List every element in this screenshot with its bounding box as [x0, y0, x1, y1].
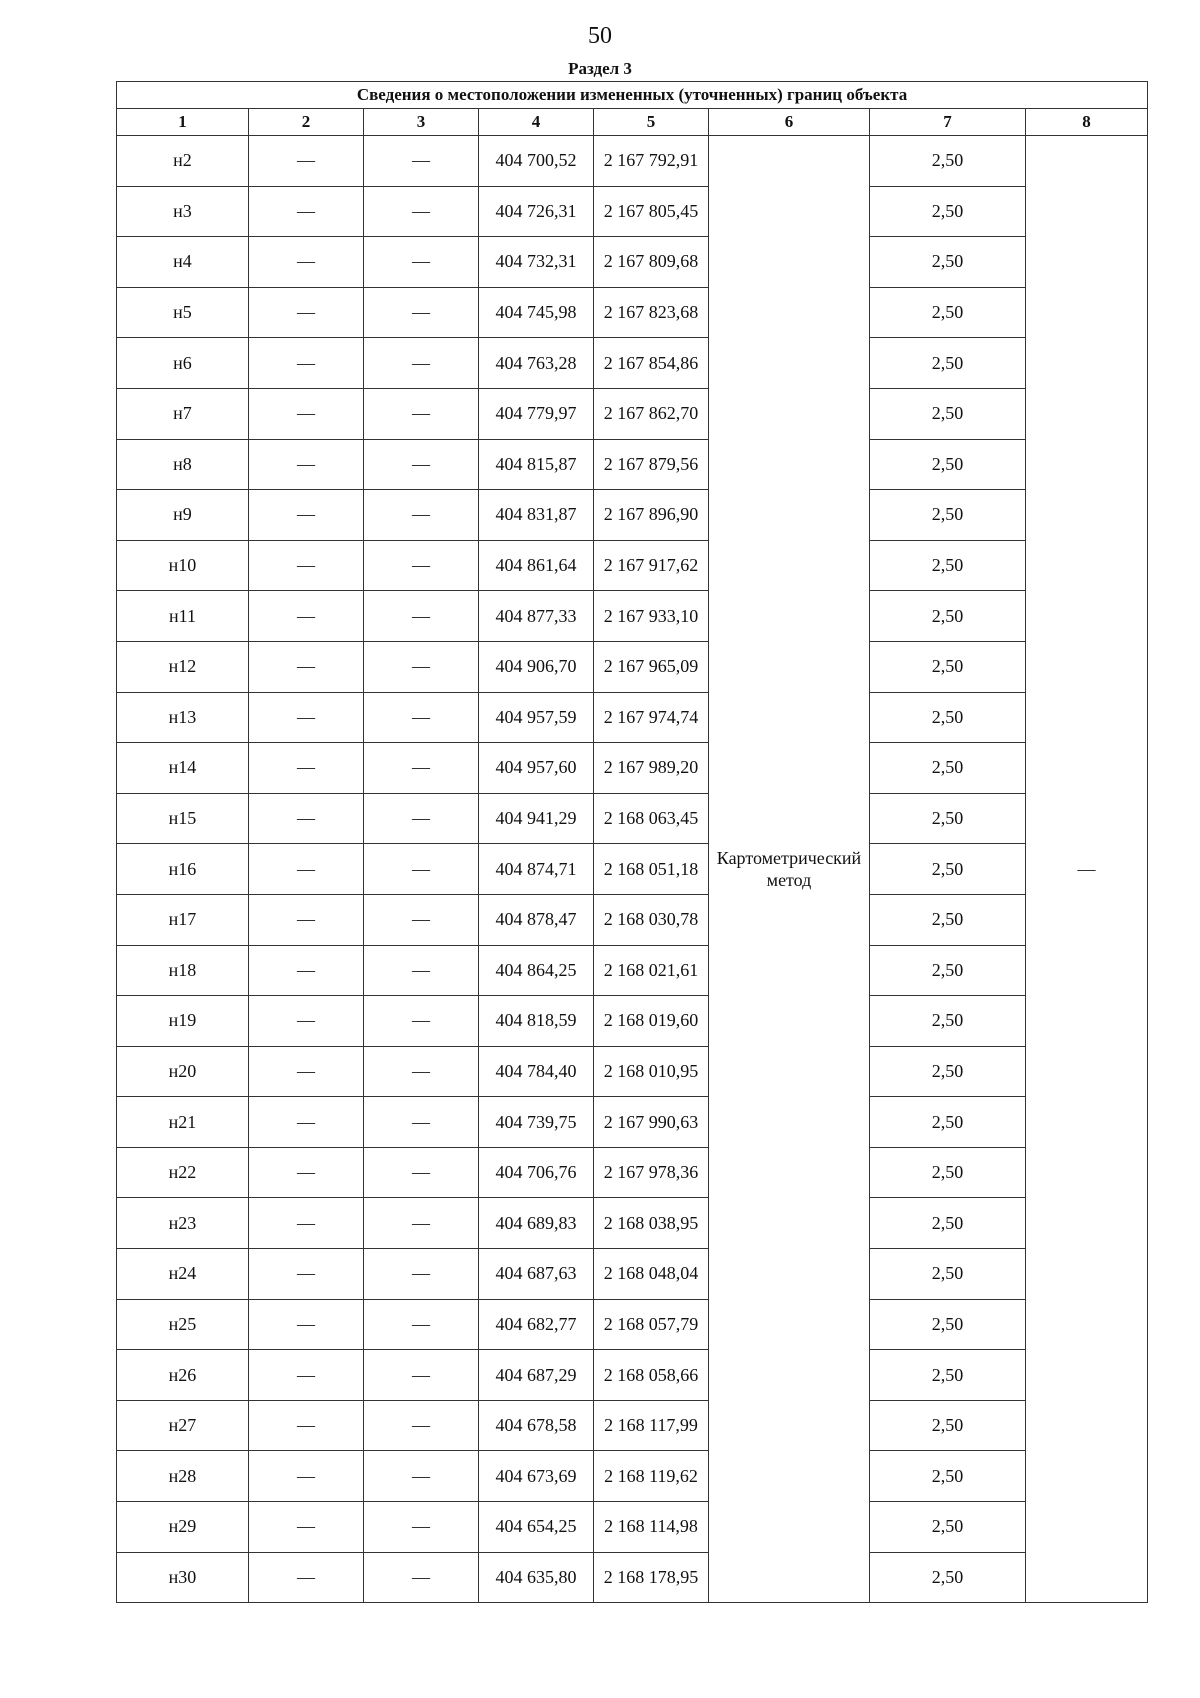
table-row [117, 641, 1148, 692]
col2-cell: — [249, 1552, 364, 1603]
col2-cell: — [249, 1249, 364, 1300]
col2-cell: — [249, 945, 364, 996]
x-coordinate-cell: 404 678,58 [479, 1400, 594, 1451]
col3-cell: — [364, 1097, 479, 1148]
col3-cell: — [364, 692, 479, 743]
table-row [117, 1249, 1148, 1300]
accuracy-cell: 2,50 [870, 692, 1026, 743]
point-cell: н30 [117, 1552, 249, 1603]
col2-cell: — [249, 1502, 364, 1553]
accuracy-cell: 2,50 [870, 338, 1026, 389]
y-coordinate-cell: 2 168 021,61 [594, 945, 709, 996]
table-row [117, 692, 1148, 743]
col3-cell: — [364, 1552, 479, 1603]
col2-cell: — [249, 996, 364, 1047]
col3-cell: — [364, 540, 479, 591]
col3-cell: — [364, 388, 479, 439]
x-coordinate-cell: 404 874,71 [479, 844, 594, 895]
col2-cell: — [249, 186, 364, 237]
table-row [117, 1502, 1148, 1553]
column-number-header: 1 [117, 109, 249, 136]
col2-cell: — [249, 439, 364, 490]
y-coordinate-cell: 2 168 030,78 [594, 894, 709, 945]
col3-cell: — [364, 338, 479, 389]
col3-cell: — [364, 591, 479, 642]
y-coordinate-cell: 2 168 010,95 [594, 1046, 709, 1097]
col3-cell: — [364, 490, 479, 541]
col3-cell: — [364, 1451, 479, 1502]
x-coordinate-cell: 404 864,25 [479, 945, 594, 996]
col3-cell: — [364, 1400, 479, 1451]
accuracy-cell: 2,50 [870, 1502, 1026, 1553]
table-row [117, 945, 1148, 996]
x-coordinate-cell: 404 687,63 [479, 1249, 594, 1300]
col3-cell: — [364, 844, 479, 895]
point-cell: н20 [117, 1046, 249, 1097]
col3-cell: — [364, 1299, 479, 1350]
y-coordinate-cell: 2 167 805,45 [594, 186, 709, 237]
x-coordinate-cell: 404 732,31 [479, 237, 594, 288]
accuracy-cell: 2,50 [870, 490, 1026, 541]
table-row [117, 1198, 1148, 1249]
table-row [117, 388, 1148, 439]
x-coordinate-cell: 404 957,60 [479, 743, 594, 794]
col2-cell: — [249, 793, 364, 844]
point-cell: н11 [117, 591, 249, 642]
point-cell: н3 [117, 186, 249, 237]
point-cell: н25 [117, 1299, 249, 1350]
y-coordinate-cell: 2 168 178,95 [594, 1552, 709, 1603]
col3-cell: — [364, 1350, 479, 1401]
x-coordinate-cell: 404 784,40 [479, 1046, 594, 1097]
y-coordinate-cell: 2 168 051,18 [594, 844, 709, 895]
accuracy-cell: 2,50 [870, 439, 1026, 490]
table-row [117, 136, 1148, 187]
y-coordinate-cell: 2 167 792,91 [594, 136, 709, 187]
point-cell: н18 [117, 945, 249, 996]
table-row [117, 439, 1148, 490]
table-row [117, 237, 1148, 288]
accuracy-cell: 2,50 [870, 1552, 1026, 1603]
column-number-header: 8 [1026, 109, 1148, 136]
col3-cell: — [364, 1502, 479, 1553]
accuracy-cell: 2,50 [870, 540, 1026, 591]
x-coordinate-cell: 404 745,98 [479, 287, 594, 338]
table-row [117, 1400, 1148, 1451]
x-coordinate-cell: 404 689,83 [479, 1198, 594, 1249]
col2-cell: — [249, 641, 364, 692]
column-number-row [117, 109, 1148, 136]
col3-cell: — [364, 996, 479, 1047]
col3-cell: — [364, 186, 479, 237]
column-number-header: 5 [594, 109, 709, 136]
col2-cell: — [249, 1400, 364, 1451]
point-cell: н2 [117, 136, 249, 187]
point-cell: н23 [117, 1198, 249, 1249]
x-coordinate-cell: 404 815,87 [479, 439, 594, 490]
x-coordinate-cell: 404 635,80 [479, 1552, 594, 1603]
x-coordinate-cell: 404 673,69 [479, 1451, 594, 1502]
table-body [117, 136, 1148, 1603]
col2-cell: — [249, 692, 364, 743]
x-coordinate-cell: 404 779,97 [479, 388, 594, 439]
point-cell: н14 [117, 743, 249, 794]
table-row [117, 844, 1148, 895]
y-coordinate-cell: 2 168 038,95 [594, 1198, 709, 1249]
x-coordinate-cell: 404 706,76 [479, 1147, 594, 1198]
y-coordinate-cell: 2 168 119,62 [594, 1451, 709, 1502]
accuracy-cell: 2,50 [870, 1299, 1026, 1350]
point-cell: н26 [117, 1350, 249, 1401]
y-coordinate-cell: 2 167 823,68 [594, 287, 709, 338]
point-cell: н4 [117, 237, 249, 288]
point-cell: н12 [117, 641, 249, 692]
point-cell: н6 [117, 338, 249, 389]
col2-cell: — [249, 287, 364, 338]
col8-cell: — [1026, 136, 1148, 1603]
col2-cell: — [249, 1451, 364, 1502]
table-row [117, 1350, 1148, 1401]
table-row [117, 743, 1148, 794]
y-coordinate-cell: 2 168 114,98 [594, 1502, 709, 1553]
col3-cell: — [364, 136, 479, 187]
point-cell: н13 [117, 692, 249, 743]
table-row [117, 338, 1148, 389]
accuracy-cell: 2,50 [870, 186, 1026, 237]
col3-cell: — [364, 439, 479, 490]
table-row [117, 1147, 1148, 1198]
accuracy-cell: 2,50 [870, 1451, 1026, 1502]
x-coordinate-cell: 404 763,28 [479, 338, 594, 389]
x-coordinate-cell: 404 687,29 [479, 1350, 594, 1401]
x-coordinate-cell: 404 700,52 [479, 136, 594, 187]
accuracy-cell: 2,50 [870, 136, 1026, 187]
y-coordinate-cell: 2 167 917,62 [594, 540, 709, 591]
table-row [117, 1097, 1148, 1148]
col2-cell: — [249, 591, 364, 642]
x-coordinate-cell: 404 878,47 [479, 894, 594, 945]
y-coordinate-cell: 2 167 879,56 [594, 439, 709, 490]
col2-cell: — [249, 1147, 364, 1198]
table-row [117, 1451, 1148, 1502]
col2-cell: — [249, 136, 364, 187]
col2-cell: — [249, 743, 364, 794]
point-cell: н16 [117, 844, 249, 895]
table-row [117, 1552, 1148, 1603]
point-cell: н21 [117, 1097, 249, 1148]
accuracy-cell: 2,50 [870, 388, 1026, 439]
y-coordinate-cell: 2 168 058,66 [594, 1350, 709, 1401]
table-row [117, 1046, 1148, 1097]
col3-cell: — [364, 1249, 479, 1300]
accuracy-cell: 2,50 [870, 591, 1026, 642]
method-cell: Картометрический метод [709, 136, 870, 1603]
col2-cell: — [249, 1198, 364, 1249]
col3-cell: — [364, 793, 479, 844]
table-row [117, 1299, 1148, 1350]
y-coordinate-cell: 2 167 896,90 [594, 490, 709, 541]
x-coordinate-cell: 404 877,33 [479, 591, 594, 642]
accuracy-cell: 2,50 [870, 1046, 1026, 1097]
accuracy-cell: 2,50 [870, 1097, 1026, 1148]
y-coordinate-cell: 2 167 989,20 [594, 743, 709, 794]
col2-cell: — [249, 844, 364, 895]
point-cell: н9 [117, 490, 249, 541]
y-coordinate-cell: 2 168 019,60 [594, 996, 709, 1047]
x-coordinate-cell: 404 831,87 [479, 490, 594, 541]
y-coordinate-cell: 2 167 965,09 [594, 641, 709, 692]
table-row [117, 287, 1148, 338]
col2-cell: — [249, 1350, 364, 1401]
x-coordinate-cell: 404 654,25 [479, 1502, 594, 1553]
col3-cell: — [364, 287, 479, 338]
accuracy-cell: 2,50 [870, 1400, 1026, 1451]
column-number-header: 3 [364, 109, 479, 136]
accuracy-cell: 2,50 [870, 287, 1026, 338]
col2-cell: — [249, 1299, 364, 1350]
col3-cell: — [364, 743, 479, 794]
accuracy-cell: 2,50 [870, 641, 1026, 692]
table-row [117, 894, 1148, 945]
y-coordinate-cell: 2 167 974,74 [594, 692, 709, 743]
accuracy-cell: 2,50 [870, 793, 1026, 844]
col2-cell: — [249, 1097, 364, 1148]
accuracy-cell: 2,50 [870, 996, 1026, 1047]
y-coordinate-cell: 2 168 048,04 [594, 1249, 709, 1300]
y-coordinate-cell: 2 167 854,86 [594, 338, 709, 389]
col2-cell: — [249, 490, 364, 541]
col3-cell: — [364, 945, 479, 996]
col2-cell: — [249, 338, 364, 389]
column-number-header: 6 [709, 109, 870, 136]
point-cell: н22 [117, 1147, 249, 1198]
accuracy-cell: 2,50 [870, 237, 1026, 288]
point-cell: н19 [117, 996, 249, 1047]
col2-cell: — [249, 894, 364, 945]
table-row [117, 996, 1148, 1047]
table-row [117, 540, 1148, 591]
y-coordinate-cell: 2 167 862,70 [594, 388, 709, 439]
col3-cell: — [364, 237, 479, 288]
accuracy-cell: 2,50 [870, 743, 1026, 794]
y-coordinate-cell: 2 167 990,63 [594, 1097, 709, 1148]
x-coordinate-cell: 404 941,29 [479, 793, 594, 844]
col3-cell: — [364, 1198, 479, 1249]
table-row [117, 490, 1148, 541]
x-coordinate-cell: 404 682,77 [479, 1299, 594, 1350]
table-row [117, 793, 1148, 844]
x-coordinate-cell: 404 818,59 [479, 996, 594, 1047]
x-coordinate-cell: 404 726,31 [479, 186, 594, 237]
point-cell: н8 [117, 439, 249, 490]
accuracy-cell: 2,50 [870, 844, 1026, 895]
col3-cell: — [364, 641, 479, 692]
y-coordinate-cell: 2 168 063,45 [594, 793, 709, 844]
point-cell: н10 [117, 540, 249, 591]
point-cell: н15 [117, 793, 249, 844]
accuracy-cell: 2,50 [870, 894, 1026, 945]
point-cell: н28 [117, 1451, 249, 1502]
table-row [117, 591, 1148, 642]
x-coordinate-cell: 404 861,64 [479, 540, 594, 591]
point-cell: н29 [117, 1502, 249, 1553]
col2-cell: — [249, 237, 364, 288]
y-coordinate-cell: 2 167 978,36 [594, 1147, 709, 1198]
accuracy-cell: 2,50 [870, 1198, 1026, 1249]
accuracy-cell: 2,50 [870, 1147, 1026, 1198]
table-row [117, 186, 1148, 237]
point-cell: н5 [117, 287, 249, 338]
accuracy-cell: 2,50 [870, 1249, 1026, 1300]
col2-cell: — [249, 540, 364, 591]
section-title: Раздел 3 [568, 59, 632, 78]
y-coordinate-cell: 2 167 933,10 [594, 591, 709, 642]
page-number: 50 [588, 23, 612, 49]
col3-cell: — [364, 1046, 479, 1097]
point-cell: н17 [117, 894, 249, 945]
col2-cell: — [249, 1046, 364, 1097]
col2-cell: — [249, 388, 364, 439]
accuracy-cell: 2,50 [870, 945, 1026, 996]
column-number-header: 2 [249, 109, 364, 136]
x-coordinate-cell: 404 906,70 [479, 641, 594, 692]
y-coordinate-cell: 2 168 117,99 [594, 1400, 709, 1451]
col3-cell: — [364, 1147, 479, 1198]
point-cell: н7 [117, 388, 249, 439]
accuracy-cell: 2,50 [870, 1350, 1026, 1401]
column-number-header: 4 [479, 109, 594, 136]
column-number-header: 7 [870, 109, 1026, 136]
x-coordinate-cell: 404 957,59 [479, 692, 594, 743]
y-coordinate-cell: 2 168 057,79 [594, 1299, 709, 1350]
table-caption: Сведения о местоположении измененных (уточненных) границ объекта [117, 82, 1148, 109]
point-cell: н24 [117, 1249, 249, 1300]
col3-cell: — [364, 894, 479, 945]
point-cell: н27 [117, 1400, 249, 1451]
y-coordinate-cell: 2 167 809,68 [594, 237, 709, 288]
x-coordinate-cell: 404 739,75 [479, 1097, 594, 1148]
boundary-table [116, 81, 1148, 1603]
